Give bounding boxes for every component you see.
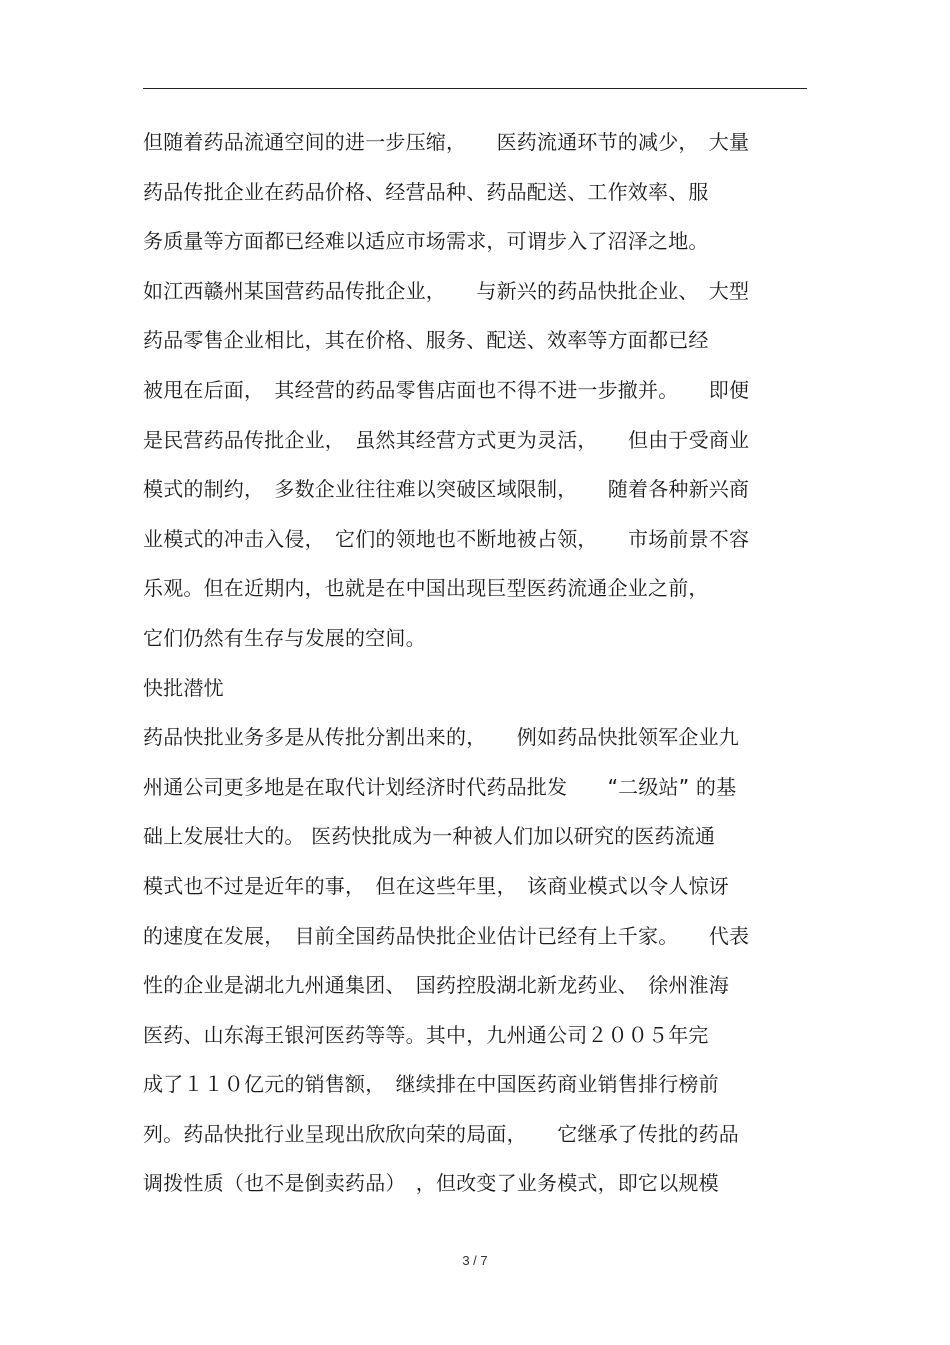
- text-line: 务质量等方面都已经难以适应市场需求，可谓步入了沼泽之地。: [143, 229, 709, 254]
- text-line: 乐观。但在近期内，也就是在中国出现巨型医药流通企业之前，: [143, 576, 709, 601]
- text-line: 医药、山东海王银河医药等等。其中，九州通公司２００５年完: [143, 1022, 709, 1047]
- text-line: 础上发展壮大的。 医药快批成为一种被人们加以研究的医药流通: [143, 824, 716, 849]
- text-line: 调拨性质（也不是倒卖药品） ，但改变了业务模式，即它以规模: [143, 1171, 719, 1196]
- text-line: 列。药品快批行业呈现出欣欣向荣的局面， 它继承了传批的药品: [143, 1121, 739, 1146]
- section-heading: 快批潜忧: [143, 675, 224, 700]
- text-line: 它们仍然有生存与发展的空间。: [143, 625, 426, 650]
- text-line: 模式的制约， 多数企业往往难以突破区域限制， 随着各种新兴商: [143, 477, 750, 502]
- text-line: 药品传批企业在药品价格、经营品种、药品配送、工作效率、服: [143, 179, 709, 204]
- text-line: 的速度在发展， 目前全国药品快批企业估计已经有上千家。 代表: [143, 923, 750, 948]
- header-divider: [143, 88, 807, 89]
- text-line: 被甩在后面， 其经营的药品零售店面也不得不进一步撤并。 即便: [143, 377, 750, 402]
- text-line: 药品零售企业相比，其在价格、服务、配送、效率等方面都已经: [143, 328, 709, 353]
- page-number: 3 / 7: [462, 1253, 488, 1268]
- text-line: 性的企业是湖北九州通集团、 国药控股湖北新龙药业、 徐州淮海: [143, 973, 729, 998]
- text-line: 药品快批业务多是从传批分割出来的， 例如药品快批领军企业九: [143, 725, 739, 750]
- text-line: 如江西赣州某国营药品传批企业， 与新兴的药品快批企业、 大型: [143, 278, 750, 303]
- text-line: 州通公司更多地是在取代计划经济时代药品批发 “二级站” 的基: [143, 774, 737, 799]
- document-body: [143, 118, 813, 1209]
- text-line: 模式也不过是近年的事， 但在这些年里， 该商业模式以令人惊讶: [143, 873, 729, 898]
- text-line: 但随着药品流通空间的进一步压缩， 医药流通环节的减少， 大量: [143, 130, 750, 154]
- text-line: 成了１１０亿元的销售额， 继续排在中国医药商业销售排行榜前: [143, 1072, 719, 1097]
- text-line: 是民营药品传批企业， 虽然其经营方式更为灵活， 但由于受商业: [143, 427, 750, 452]
- text-line: 业模式的冲击入侵， 它们的领地也不断地被占领， 市场前景不容: [143, 526, 750, 551]
